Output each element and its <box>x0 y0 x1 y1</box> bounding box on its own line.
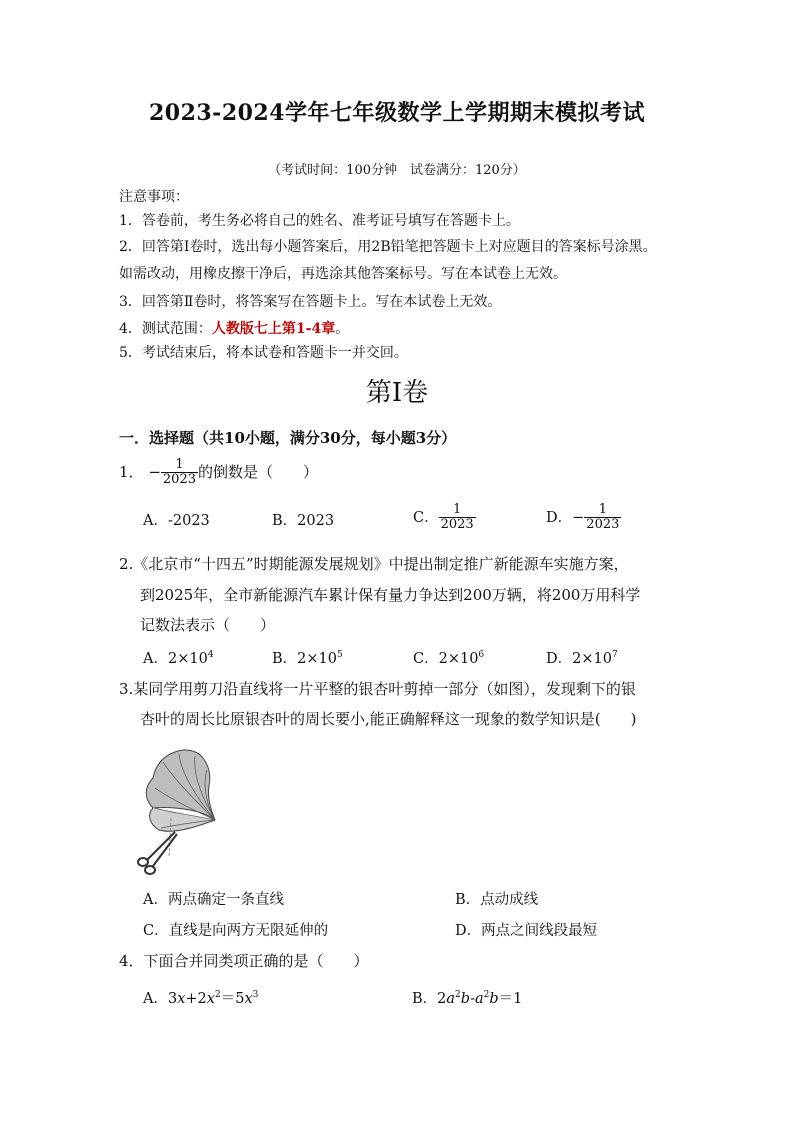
option-c <box>413 503 476 533</box>
notes-heading: 注意事项： <box>119 189 189 205</box>
variable: x <box>206 991 215 1007</box>
minus-sign: − <box>572 509 585 526</box>
scissors-icon <box>138 832 177 874</box>
option-text: A．2×10 <box>143 651 208 667</box>
option-c: C．直线是向两方无限延伸的 <box>143 923 329 939</box>
variable: a <box>474 991 484 1007</box>
term: +2 <box>185 991 207 1007</box>
option-d <box>546 647 618 668</box>
fraction-numerator: 1 <box>584 503 621 518</box>
option-label: B． <box>412 991 438 1007</box>
variable: x <box>244 991 253 1007</box>
note-item: 3．回答第Ⅱ卷时，将答案写在答题卡上。写在本试卷上无效。 <box>119 294 502 310</box>
exam-title: 2023-2024学年七年级数学上学期期末模拟考试 <box>148 100 646 126</box>
question-4: 4．下面合并同类项正确的是（ ） <box>119 952 369 970</box>
note-scope-label: 4．测试范围： <box>119 321 212 337</box>
coefficient: 2 <box>437 991 447 1007</box>
question-1 <box>119 458 318 488</box>
option-label: A． <box>143 991 168 1007</box>
question-3-line: 杏叶的周长比原银杏叶的周长要小,能正确解释这一现象的数学知识是( ) <box>140 710 637 728</box>
fraction-denominator: 2023 <box>162 472 196 488</box>
exponent: 7 <box>611 650 618 661</box>
note-item: 如需改动，用橡皮擦干净后，再选涂其他答案标号。写在本试卷上无效。 <box>119 266 567 282</box>
option-text: C．2×10 <box>413 651 479 667</box>
question-stem: 的倒数是（ ） <box>198 462 319 481</box>
section-title: 第Ⅰ卷 <box>365 378 429 408</box>
option-d: D．两点之间线段最短 <box>455 923 598 939</box>
option-b: B．点动成线 <box>455 892 539 908</box>
option-b <box>272 647 343 668</box>
option-text: D．2×10 <box>546 651 612 667</box>
option-b: B．2023 <box>272 513 335 529</box>
option-a: A．两点确定一条直线 <box>143 892 284 908</box>
option-a: A．-2023 <box>143 513 210 529</box>
option-text: B．2×10 <box>272 651 337 667</box>
option-a <box>143 647 214 668</box>
variable: b <box>460 991 471 1007</box>
option-d <box>546 503 621 533</box>
fraction-denominator: 2023 <box>440 517 474 533</box>
part-heading: 一．选择题（共10小题，满分30分，每小题3分） <box>119 429 457 447</box>
exponent: 2 <box>455 990 461 1001</box>
fraction-denominator: 2023 <box>586 517 620 533</box>
fraction-numerator: 1 <box>439 503 476 518</box>
exponent: 6 <box>478 650 485 661</box>
variable: x <box>177 991 186 1007</box>
exponent: 2 <box>483 990 490 1001</box>
variable: b <box>489 991 499 1007</box>
variable: a <box>446 991 456 1007</box>
minus-sign: − <box>148 462 161 481</box>
question-number: 1． <box>119 462 144 481</box>
note-item: 1．答卷前，考生务必将自己的姓名、准考证号填写在答题卡上。 <box>119 213 520 229</box>
term: - <box>470 991 475 1007</box>
fraction <box>161 458 198 488</box>
note-scope-end: 。 <box>335 321 350 337</box>
question-2-line: 到2025年，全市新能源汽车累计保有量力争达到200万辆，将200万用科学 <box>140 586 641 604</box>
term: ＝5 <box>220 991 245 1007</box>
exponent: 2 <box>214 990 221 1001</box>
fraction-numerator: 1 <box>161 458 198 473</box>
option-label: C． <box>413 509 439 526</box>
ginkgo-leaf-icon <box>146 750 215 831</box>
fraction <box>584 503 621 533</box>
coefficient: 3 <box>167 991 178 1007</box>
note-item: 2．回答第Ⅰ卷时，选出每小题答案后，用2B铅笔把答题卡上对应题目的答案标号涂黑。 <box>119 239 657 255</box>
option-label: D． <box>546 509 573 526</box>
question-2-line: 记数法表示（ ） <box>140 616 276 634</box>
term: ＝1 <box>498 991 523 1007</box>
ginkgo-leaf-scissors-illustration <box>133 748 228 878</box>
question-3-line: 3.某同学用剪刀沿直线将一片平整的银杏叶剪掉一部分（如图），发现剩下的银 <box>119 680 636 698</box>
option-a <box>143 987 258 1008</box>
question-2-line: 2.《北京市“十四五”时期能源发展规划》中提出制定推广新能源车实施方案， <box>119 555 629 573</box>
exam-subtitle: （考试时间：100分钟 试卷满分：120分） <box>268 163 526 178</box>
fraction <box>439 503 476 533</box>
exponent: 5 <box>336 650 343 661</box>
note-scope-highlight: 人教版七上第1-4章 <box>211 321 336 337</box>
option-c <box>413 647 484 668</box>
option-b <box>412 987 522 1008</box>
note-item-scope <box>119 318 349 338</box>
exponent: 3 <box>252 990 259 1001</box>
exponent: 4 <box>207 650 214 661</box>
note-item: 5．考试结束后，将本试卷和答题卡一并交回。 <box>119 345 408 361</box>
